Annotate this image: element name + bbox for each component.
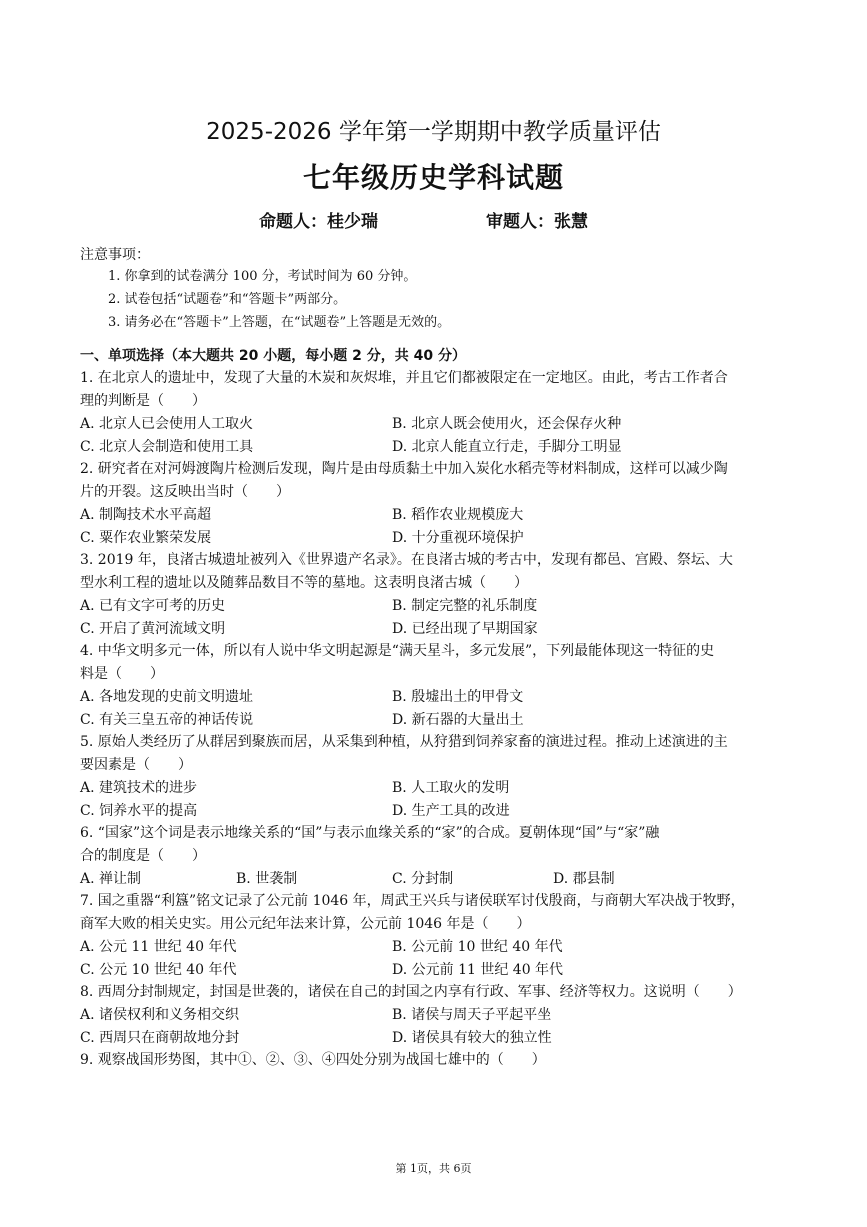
option-b: B. 世袭制 [236, 871, 298, 887]
question-stem: 7. 国之重器“利簋”铭文记录了公元前 1046 年，周武王兴兵与诸侯联军讨伐殷商，与商朝大军决战于牧野， [80, 893, 745, 909]
question-stem: 5. 原始人类经历了从群居到聚族而居，从采集到种植，从狩猎到饲养家畜的演进过程。推动上述演进的主 [80, 734, 728, 750]
option-d: D. 郡县制 [553, 871, 615, 887]
option-c: C. 饲养水平的提高 [80, 803, 198, 819]
option-d: D. 诸侯具有较大的独立性 [392, 1030, 552, 1046]
authors-row [0, 207, 867, 231]
option-c: C. 公元 10 世纪 40 年代 [80, 962, 237, 978]
option-a: A. 北京人已会使用人工取火 [80, 416, 254, 432]
question-stem: 合的制度是（ ） [80, 848, 206, 864]
option-c: C. 有关三皇五帝的神话传说 [80, 712, 254, 728]
notice-heading: 注意事项： [80, 247, 150, 263]
option-a: A. 制陶技术水平高超 [80, 507, 212, 523]
option-a: A. 各地发现的史前文明遗址 [80, 689, 254, 705]
question-stem: 6. “国家”这个词是表示地缘关系的“国”与表示血缘关系的“家”的合成。夏朝体现“国”与“家”融 [80, 825, 660, 841]
notice-item: 2. 试卷包括“试题卷”和“答题卡”两部分。 [108, 292, 347, 307]
option-d: D. 已经出现了早期国家 [392, 621, 538, 637]
option-d: D. 北京人能直立行走，手脚分工明显 [392, 439, 622, 455]
option-a: A. 禅让制 [80, 871, 142, 887]
option-b: B. 公元前 10 世纪 40 年代 [392, 939, 563, 955]
question-stem: 9. 观察战国形势图，其中①、②、③、④四处分别为战国七雄中的（ ） [80, 1052, 546, 1068]
option-a: A. 公元 11 世纪 40 年代 [80, 939, 237, 955]
option-a: A. 建筑技术的进步 [80, 780, 198, 796]
exam-title-term: 2025-2026 学年第一学期期中教学质量评估 [206, 119, 661, 145]
question-stem: 3. 2019 年，良渚古城遗址被列入《世界遗产名录》。在良渚古城的考古中，发现有都邑、宫殿、祭坛、大 [80, 552, 733, 568]
section-heading: 一、单项选择（本大题共 20 小题，每小题 2 分，共 40 分） [80, 348, 466, 364]
option-a: A. 已有文字可考的历史 [80, 598, 226, 614]
question-stem: 商军大败的相关史实。用公元纪年法来计算，公元前 1046 年是（ ） [80, 916, 531, 932]
option-c: C. 北京人会制造和使用工具 [80, 439, 254, 455]
question-stem: 理的判断是（ ） [80, 393, 206, 409]
option-b: B. 北京人既会使用火，还会保存火种 [392, 416, 622, 432]
option-d: D. 生产工具的改进 [392, 803, 510, 819]
notice-item: 3. 请务必在“答题卡”上答题，在“试题卷”上答题是无效的。 [108, 315, 451, 330]
question-stem: 片的开裂。这反映出当时（ ） [80, 484, 290, 500]
question-stem: 2. 研究者在对河姆渡陶片检测后发现，陶片是由母质黏土中加入炭化水稻壳等材料制成，这样可以减少陶 [80, 461, 728, 477]
option-c: C. 粟作农业繁荣发展 [80, 530, 212, 546]
question-stem: 8. 西周分封制规定，封国是世袭的，诸侯在自己的封国之内享有行政、军事、经济等权力。这说明（ ） [80, 984, 742, 1000]
option-b: B. 殷墟出土的甲骨文 [392, 689, 524, 705]
option-d: D. 十分重视环境保护 [392, 530, 524, 546]
option-b: B. 稻作农业规模庞大 [392, 507, 524, 523]
exam-title-subject: 七年级历史学科试题 [302, 161, 564, 194]
option-b: B. 制定完整的礼乐制度 [392, 598, 538, 614]
notice-item: 1. 你拿到的试卷满分 100 分，考试时间为 60 分钟。 [108, 269, 417, 284]
question-stem: 型水利工程的遗址以及随葬品数目不等的墓地。这表明良渚古城（ ） [80, 575, 528, 591]
option-c: C. 西周只在商朝故地分封 [80, 1030, 240, 1046]
option-d: D. 公元前 11 世纪 40 年代 [392, 962, 564, 978]
reviewer-label: 审题人：张慧 [486, 212, 588, 232]
option-d: D. 新石器的大量出土 [392, 712, 524, 728]
option-b: B. 人工取火的发明 [392, 780, 510, 796]
option-a: A. 诸侯权利和义务相交织 [80, 1007, 240, 1023]
question-stem: 4. 中华文明多元一体，所以有人说中华文明起源是“满天星斗，多元发展”，下列最能体现这一特征的史 [80, 643, 715, 659]
question-stem: 1. 在北京人的遗址中，发现了大量的木炭和灰烬堆，并且它们都被限定在一定地区。由此，考古工作者合 [80, 370, 728, 386]
option-c: C. 分封制 [392, 871, 454, 887]
option-b: B. 诸侯与周天子平起平坐 [392, 1007, 552, 1023]
question-stem: 要因素是（ ） [80, 757, 192, 773]
option-c: C. 开启了黄河流域文明 [80, 621, 226, 637]
question-stem: 料是（ ） [80, 666, 164, 682]
page-footer: 第 1页，共 6页 [395, 1162, 472, 1175]
author-label: 命题人：桂少瑞 [259, 212, 378, 232]
